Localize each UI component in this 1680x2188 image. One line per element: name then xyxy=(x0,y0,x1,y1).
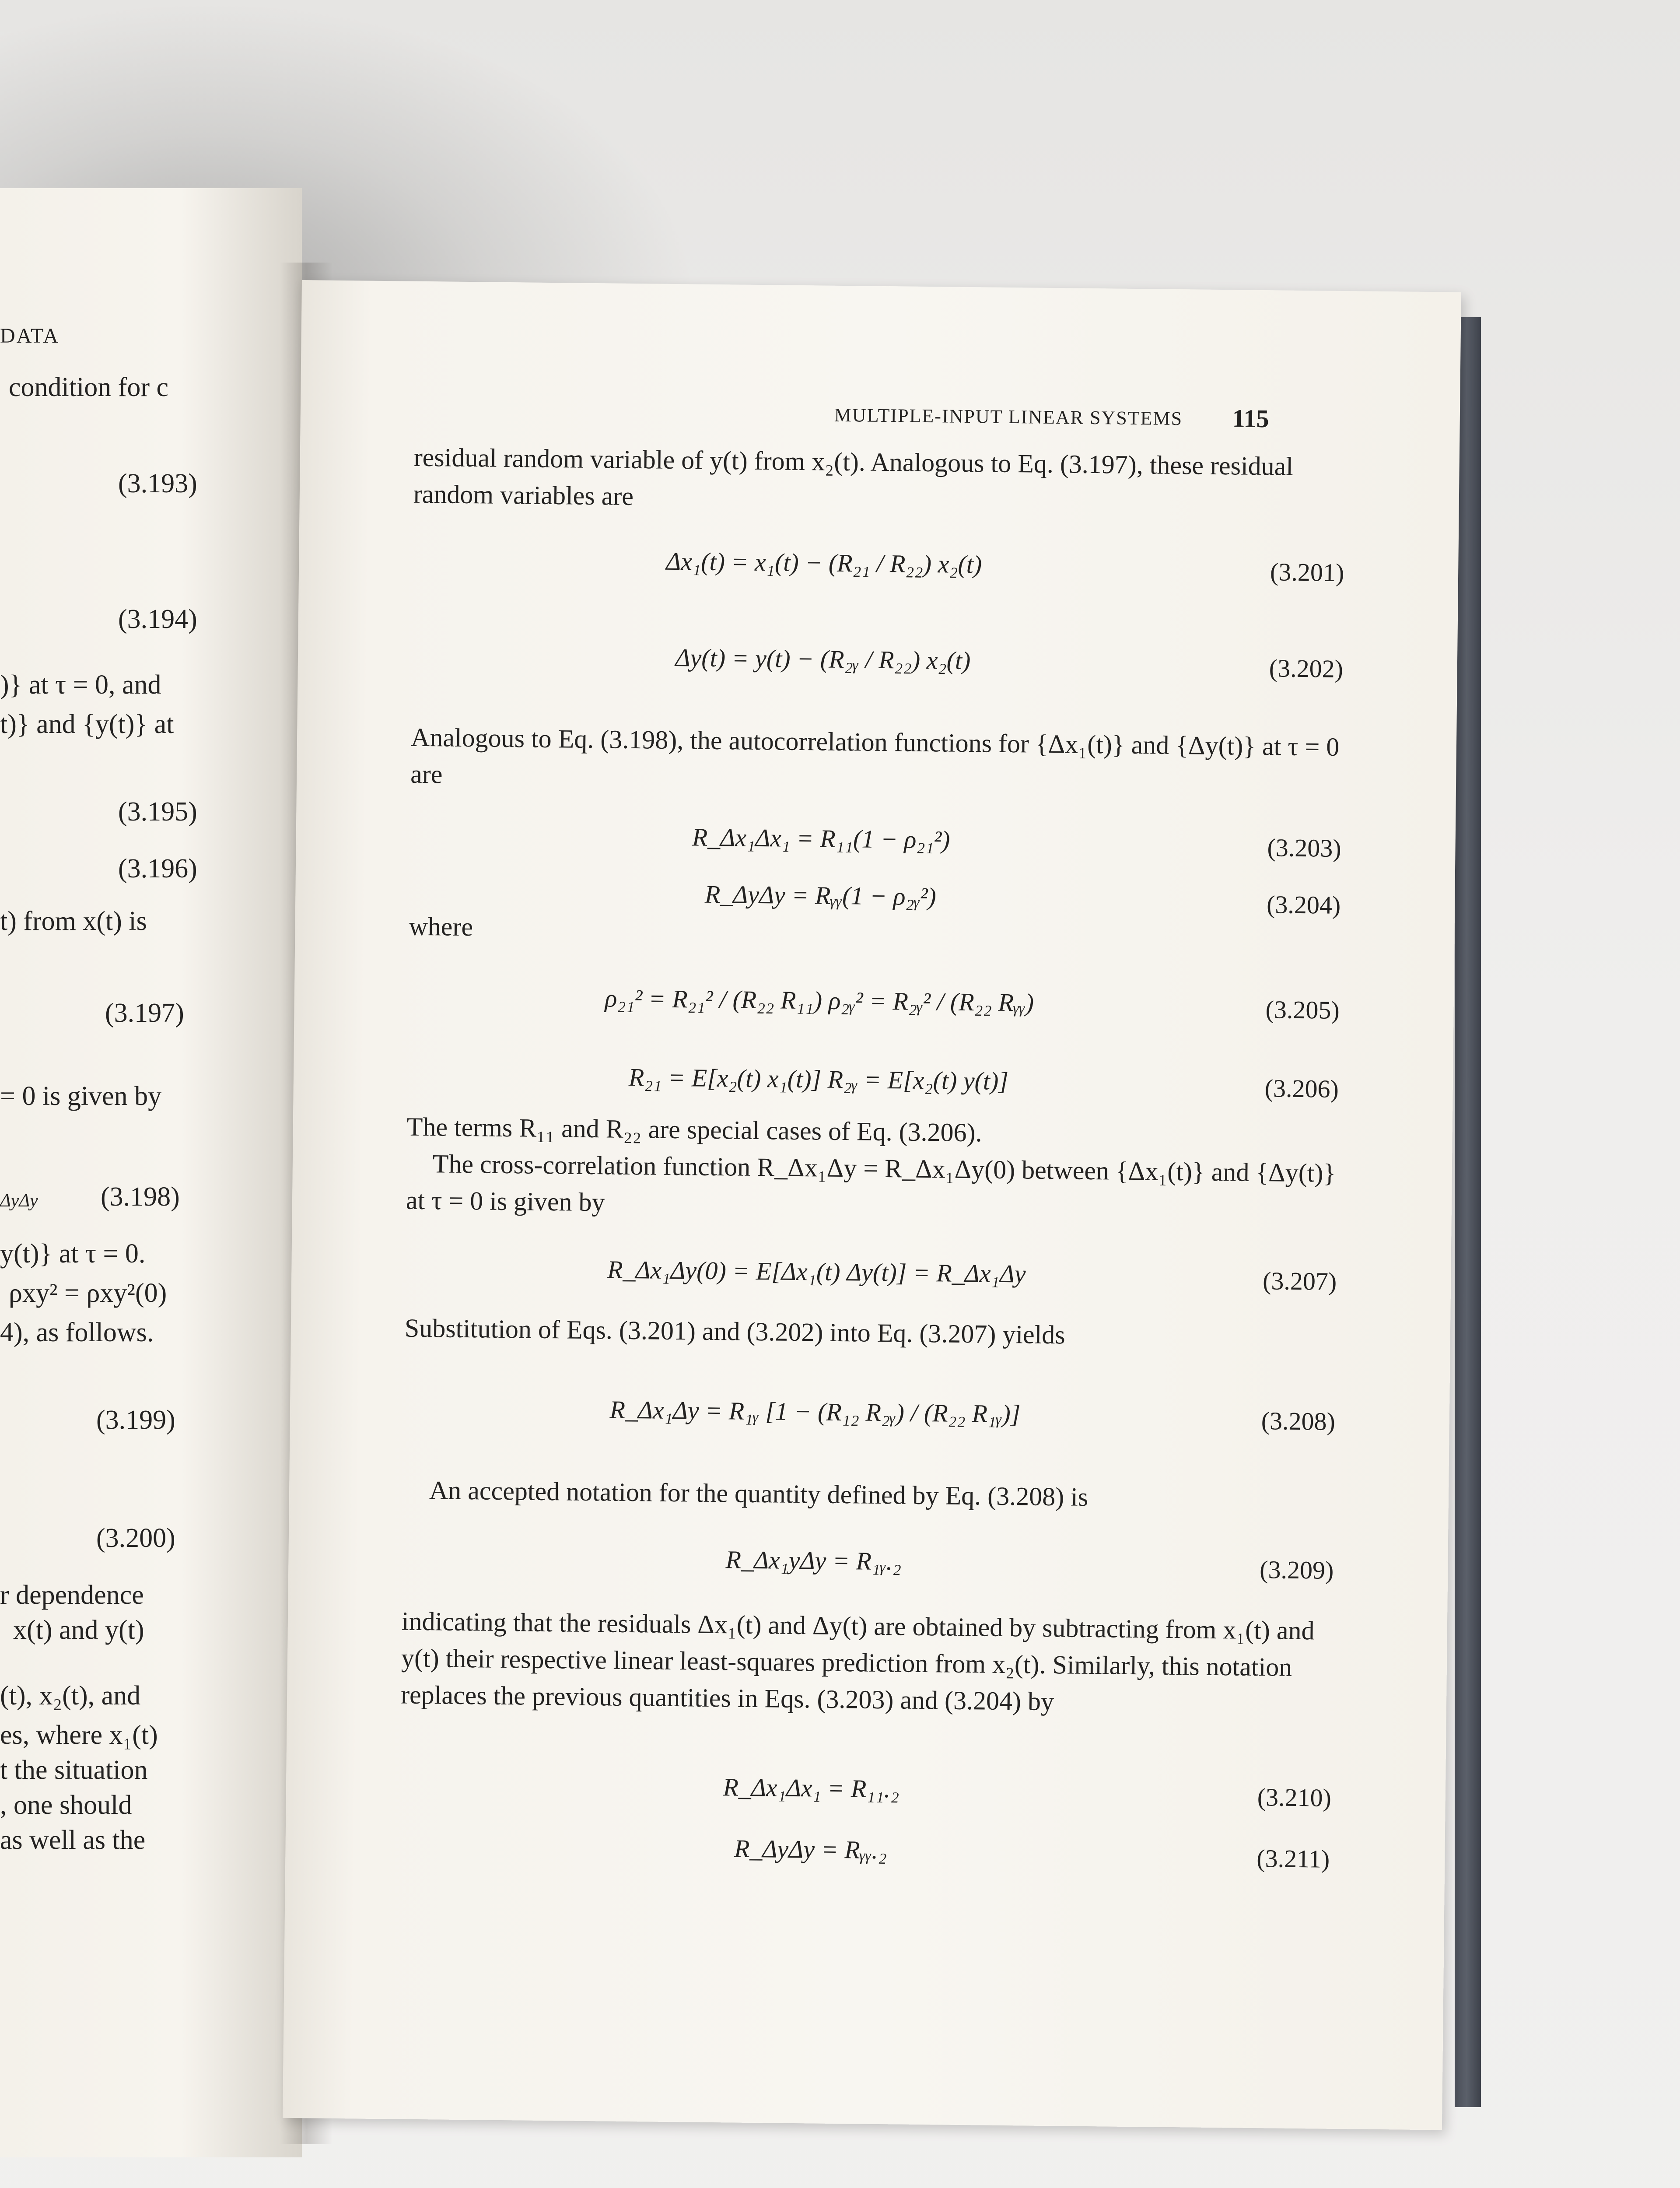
right-page xyxy=(283,280,1461,2130)
left-line: , one should xyxy=(0,1790,132,1820)
equation: R_Δx₁Δx₁ = R₁₁.₂ xyxy=(723,1773,900,1803)
paragraph: An accepted notation for the quantity defined by Eq. (3.208) is xyxy=(429,1476,1088,1511)
left-line: ρxy² = ρxy²(0) xyxy=(9,1278,167,1308)
left-line: x(t) and y(t) xyxy=(13,1615,144,1645)
equation-number: (3.204) xyxy=(1266,890,1341,919)
left-line: condition for c xyxy=(9,372,169,402)
running-head: MULTIPLE-INPUT LINEAR SYSTEMS xyxy=(834,404,1183,430)
equation: Δy(t) = y(t) − (R₂ᵧ / R₂₂) x₂(t) xyxy=(675,643,971,675)
paragraph: Analogous to Eq. (3.198), the autocorrelation functions for {Δx₁(t)} and {Δy(t)} at τ = 0 are xyxy=(410,722,1340,789)
equation: R_ΔyΔy = Rᵧᵧ(1 − ρ₂ᵧ²) xyxy=(704,880,937,911)
equation: R_Δx₁yΔy = R₁ᵧ.₂ xyxy=(725,1545,902,1576)
left-eqno: (3.196) xyxy=(118,854,197,884)
equation-number: (3.202) xyxy=(1269,654,1344,683)
equation: R_Δx₁Δy = R₁ᵧ [1 − (R₁₂ R₂ᵧ) / (R₂₂ R₁ᵧ)] xyxy=(609,1395,1021,1428)
left-eqno: (3.200) xyxy=(96,1523,175,1553)
page-number: 115 xyxy=(1232,404,1269,433)
left-line: (t), x₂(t), and xyxy=(0,1681,141,1711)
equation: R₂₁ = E[x₂(t) x₁(t)] R₂ᵧ = E[x₂(t) y(t)] xyxy=(628,1062,1009,1096)
equation-number: (3.211) xyxy=(1256,1844,1330,1873)
equation: R_Δx₁Δy(0) = E[Δx₁(t) Δy(t)] = R_Δx₁Δy xyxy=(607,1255,1026,1288)
left-subscript: ΔyΔy xyxy=(0,1191,38,1211)
paragraph: indicating that the residuals Δx₁(t) and Δy(t) are obtained by subtracting from x₁(t) and y(t) their respective linear least-squares prediction from x₂(t). Similarly, this notation replaces the previous quantities in Eqs. (3.203) and (3.204) by xyxy=(400,1606,1315,1716)
left-line: t) from x(t) is xyxy=(0,906,147,936)
equation: Δx₁(t) = x₁(t) − (R₂₁ / R₂₂) x₂(t) xyxy=(665,547,982,579)
left-eqno: (3.197) xyxy=(105,998,184,1028)
paragraph: The cross-correlation function R_Δx₁Δy = R_Δx₁Δy(0) between {Δx₁(t)} and {Δy(t)} at τ = 0 is given by xyxy=(406,1149,1336,1217)
left-line: as well as the xyxy=(0,1825,146,1855)
paragraph: The terms R₁₁ and R₂₂ are special cases of Eq. (3.206). xyxy=(406,1112,982,1147)
left-eqno: (3.198) xyxy=(101,1182,180,1212)
left-eqno: (3.195) xyxy=(118,797,197,827)
left-line: = 0 is given by xyxy=(0,1081,162,1111)
equation-number: (3.206) xyxy=(1264,1074,1339,1103)
equation-number: (3.208) xyxy=(1261,1406,1336,1436)
equation: R_ΔyΔy = Rᵧᵧ.₂ xyxy=(734,1834,887,1865)
left-line: t the situation xyxy=(0,1755,148,1785)
left-line: r dependence xyxy=(0,1580,144,1610)
left-line: t)} and {y(t)} at xyxy=(0,709,174,739)
equation: ρ₂₁² = R₂₁² / (R₂₂ R₁₁) ρ₂ᵧ² = R₂ᵧ² / (R₂₂ Rᵧᵧ) xyxy=(605,984,1034,1017)
paragraph: Substitution of Eqs. (3.201) and (3.202) into Eq. (3.207) yields xyxy=(404,1313,1066,1350)
left-line: y(t)} at τ = 0. xyxy=(0,1239,146,1269)
left-line: )} at τ = 0, and xyxy=(0,670,161,700)
equation-number: (3.207) xyxy=(1262,1266,1337,1296)
where-label: where xyxy=(409,912,473,942)
left-eqno: (3.193) xyxy=(118,469,197,498)
left-page xyxy=(0,188,302,2157)
equation: R_Δx₁Δx₁ = R₁₁(1 − ρ₂₁²) xyxy=(692,823,950,854)
left-line: es, where x₁(t) xyxy=(0,1720,158,1750)
equation-number: (3.205) xyxy=(1265,995,1340,1024)
equation-number: (3.210) xyxy=(1257,1783,1332,1812)
equation-number: (3.209) xyxy=(1259,1555,1334,1585)
left-eqno: (3.199) xyxy=(96,1405,175,1435)
equation-number: (3.201) xyxy=(1270,558,1344,587)
left-line: 4), as follows. xyxy=(0,1318,154,1347)
paragraph: residual random variable of y(t) from x₂(t). Analogous to Eq. (3.197), these residual random variables are xyxy=(413,442,1294,511)
left-eqno: (3.194) xyxy=(118,604,197,634)
book-cover-edge xyxy=(1455,317,1481,2107)
left-running-head: DATA xyxy=(0,324,60,347)
equation-number: (3.203) xyxy=(1267,833,1342,863)
